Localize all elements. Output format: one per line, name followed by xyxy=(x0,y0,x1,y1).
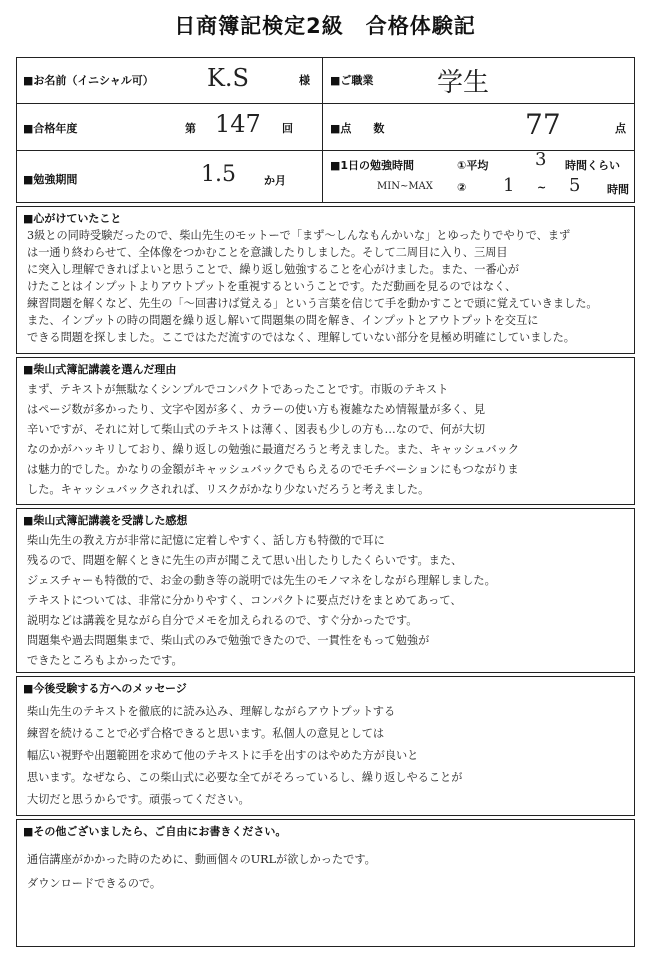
section-line: はページ数が多かったり、文字や図が多く、カラーの使い方も複雑なため情報量が多く、見 xyxy=(27,403,486,416)
section-efforts xyxy=(16,206,635,354)
daily-avg-value: 3 xyxy=(535,149,547,170)
minmax-prefix: MIN~MAX xyxy=(377,181,433,192)
year-label: ■合格年度 xyxy=(23,122,78,135)
section-line: また、インプットの時の問題を繰り返し解いて問題集の問を解き、インプットとアウトプットを交互に xyxy=(27,314,539,327)
minmax-min: 1 xyxy=(503,175,515,196)
daily-avg-suffix: 時間くらい xyxy=(565,159,620,172)
section-line: できたところもよかったです。 xyxy=(27,654,183,667)
section-label: ■今後受験する方へのメッセージ xyxy=(23,682,187,695)
daily-avg-label: ①平均 xyxy=(457,159,489,172)
name-value: K.S xyxy=(207,64,249,92)
minmax-tilde: ~ xyxy=(537,181,547,194)
section-reason xyxy=(16,357,635,505)
section-line: できる問題を探しました。ここではただ流すのではなく、理解していない部分を見極め明確にしていました。 xyxy=(27,331,575,344)
period-label: ■勉強期間 xyxy=(23,173,78,186)
year-prefix: 第 xyxy=(185,122,196,135)
section-line: 3級との同時受験だったので、柴山先生のモットーで「まず〜しんなもんかいな」とゆったりでやりで、まず xyxy=(27,229,571,242)
score-value: 77 xyxy=(525,108,561,141)
section-line: 辛いですが、それに対して柴山式のテキストは薄く、図表も少しの方も…なので、何が大切 xyxy=(27,423,486,436)
section-line: 大切だと思うからです。頑張ってください。 xyxy=(27,793,250,806)
section-line: は魅力的でした。かなりの金額がキャッシュバックでもらえるのでモチベーションにもつながりま xyxy=(27,463,519,476)
period-suffix: か月 xyxy=(264,174,286,187)
period-value: 1.5 xyxy=(201,162,236,187)
job-value: 学生 xyxy=(437,68,490,98)
job-label: ■ご職業 xyxy=(330,74,374,87)
section-line: 柴山先生のテキストを徹底的に読み込み、理解しながらアウトプットする xyxy=(27,705,396,718)
score-suffix: 点 xyxy=(615,122,626,135)
daily-label: ■1日の勉強時間 xyxy=(330,159,415,172)
section-line: は一通り終わらせて、全体像をつかむことを意識したりしました。そして二周目に入り、三周目 xyxy=(27,246,508,259)
section-line: 通信講座がかかった時のために、動画個々のURLが欲しかったです。 xyxy=(27,853,376,866)
page-title: 日商簿記検定2級 合格体験記 xyxy=(174,14,476,38)
section-line: 残るので、問題を解くときに先生の声が聞こえて思い出したりしたくらいです。また、 xyxy=(27,554,463,567)
section-line: 問題集や過去問題集まで、柴山式のみで勉強できたので、一貫性をもって勉強が xyxy=(27,634,430,647)
section-line: 柴山先生の教え方が非常に記憶に定着しやすく、話し方も特徴的で耳に xyxy=(27,534,385,547)
section-line: した。キャッシュバックされれば、リスクがかなり少ないだろうと考えました。 xyxy=(27,483,430,496)
section-line: に突入し理解できればよいと思うことで、繰り返し勉強することを心がけました。また、一番心が xyxy=(27,263,520,276)
section-message xyxy=(16,676,635,816)
section-line: まず、テキストが無駄なくシンプルでコンパクトであったことです。市販のテキスト xyxy=(27,383,449,396)
section-line: 思います。なぜなら、この柴山式に必要な全てがそろっているし、繰り返しやることが xyxy=(27,771,463,784)
section-line: 説明などは講義を見ながら自分でメモを加えられるので、すぐ分かったです。 xyxy=(27,614,418,627)
section-impressions xyxy=(16,508,635,673)
section-line: 幅広い視野や出題範囲を求めて他のテキストに手を出すのはやめた方が良いと xyxy=(27,749,419,762)
year-value: 147 xyxy=(215,110,261,138)
minmax-label: ② xyxy=(457,181,467,194)
name-suffix: 様 xyxy=(299,74,310,87)
section-label: ■その他ございましたら、ご自由にお書きください。 xyxy=(23,825,287,838)
section-line: テキストについては、非常に分かりやすく、コンパクトに要点だけをまとめてあって、 xyxy=(27,594,462,607)
section-line: けたことはインプットよりアウトプットを重視するということです。ただ動画を見るのではなく、 xyxy=(27,280,517,293)
year-suffix: 回 xyxy=(282,122,293,135)
section-label: ■柴山式簿記講義を選んだ理由 xyxy=(23,363,177,376)
score-label: ■点 数 xyxy=(330,122,385,135)
section-line: なのかがハッキリしており、繰り返しの勉強に最適だろうと考えました。また、キャッシュバック xyxy=(27,443,520,456)
section-other xyxy=(16,819,635,947)
section-line: 練習問題を解くなど、先生の「〜回書けば覚える」という言葉を信じて手を動かすことで頭に覚えていきました。 xyxy=(27,297,598,310)
section-line: ダウンロードできるので。 xyxy=(27,877,162,890)
section-line: ジェスチャーも特徴的で、お金の動き等の説明では先生のモノマネをしながら理解しました。 xyxy=(27,574,496,587)
section-label: ■心がけていたこと xyxy=(23,212,122,225)
minmax-suffix: 時間 xyxy=(607,183,629,196)
section-label: ■柴山式簿記講義を受講した感想 xyxy=(23,514,188,527)
section-line: 練習を続けることで必ず合格できると思います。私個人の意見としては xyxy=(27,727,385,740)
name-label: ■お名前（イニシャル可） xyxy=(23,74,154,87)
info-table xyxy=(16,57,635,203)
minmax-max: 5 xyxy=(569,175,581,196)
